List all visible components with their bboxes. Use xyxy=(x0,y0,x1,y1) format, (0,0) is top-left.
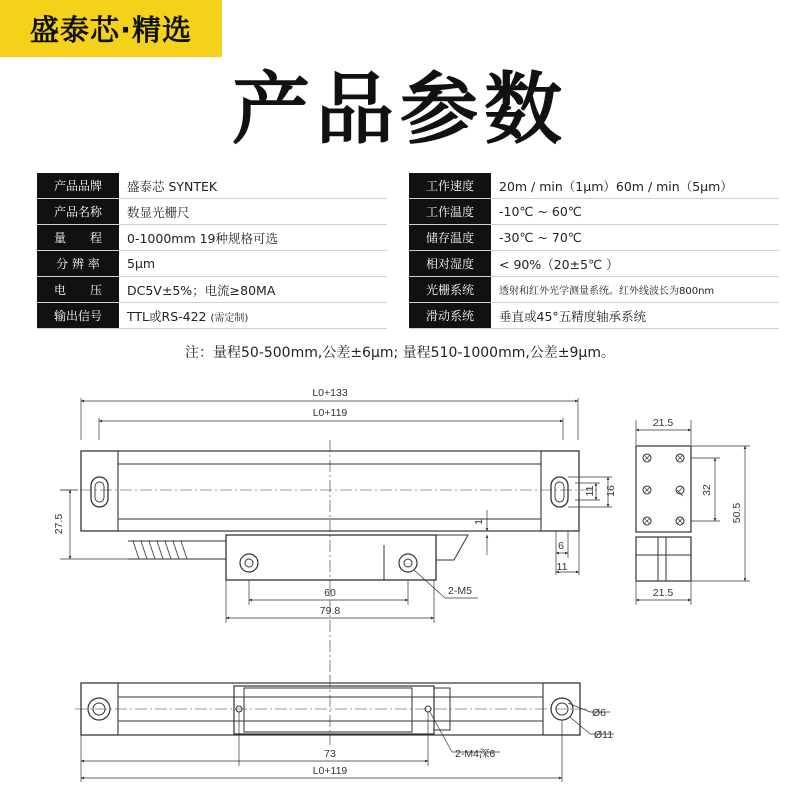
dim-thread-m4: 2-M4深6 xyxy=(455,748,496,760)
spec-key: 光栅系统 xyxy=(409,277,491,303)
dim-reader-79-8: 79.8 xyxy=(319,605,341,617)
spec-key: 产品品牌 xyxy=(37,173,119,199)
spec-key: 输出信号 xyxy=(37,303,119,329)
dim-side-height-50-5: 50.5 xyxy=(731,502,743,524)
spec-key: 电 压 xyxy=(37,277,119,303)
tolerance-note: 注：量程50-500mm,公差±6μm; 量程510-1000mm,公差±9μm。 xyxy=(185,345,615,361)
spec-key: 分 辨 率 xyxy=(37,251,119,277)
spec-value: -10℃ ~ 60℃ xyxy=(491,199,779,225)
spec-value: 20m / min（1μm）60m / min（5μm） xyxy=(491,173,779,199)
spec-key: 工作速度 xyxy=(409,173,491,199)
spec-value: DC5V±5%；电流≥80MA xyxy=(119,277,387,303)
spec-key: 储存温度 xyxy=(409,225,491,251)
spec-value: 5μm xyxy=(119,251,387,277)
page-title: 产品参数 xyxy=(231,65,568,155)
spec-value: 0-1000mm 19种规格可选 xyxy=(119,225,387,251)
spec-value: 盛泰芯 SYNTEK xyxy=(119,173,387,199)
dim-front-total: L0+133 xyxy=(312,387,348,399)
dim-hole-11: Ø11 xyxy=(594,729,614,741)
spec-key: 相对湿度 xyxy=(409,251,491,277)
spec-value-text: TTL或RS-422 xyxy=(127,308,207,324)
dim-slot-16: 16 xyxy=(605,485,617,497)
spec-key: 滑动系统 xyxy=(409,303,491,329)
dim-reader-60: 60 xyxy=(324,587,336,599)
dim-top-total: L0+119 xyxy=(312,765,348,777)
spec-value: 透射和红外光学测量系统。红外线波长为800nm xyxy=(491,277,779,303)
spec-value: -30℃ ~ 70℃ xyxy=(491,225,779,251)
dim-front-inner: L0+119 xyxy=(312,407,348,419)
dim-hole-6: Ø6 xyxy=(592,707,607,719)
dim-side-width-bottom: 21.5 xyxy=(652,587,674,599)
spec-value: < 90%（20±5℃ ） xyxy=(491,251,779,277)
dim-side-height-32: 32 xyxy=(701,484,713,496)
spec-key: 产品名称 xyxy=(37,199,119,225)
dim-end-11: 11 xyxy=(556,561,568,573)
spec-key: 工作温度 xyxy=(409,199,491,225)
spec-key: 量 程 xyxy=(37,225,119,251)
dim-top-73: 73 xyxy=(324,748,336,760)
dim-thread-m5: 2-M5 xyxy=(448,585,472,597)
dim-height-27-5: 27.5 xyxy=(53,513,65,535)
dim-gap-1: 1 xyxy=(473,519,485,525)
dim-slot-11: 11 xyxy=(584,485,596,497)
spec-value: 数显光栅尺 xyxy=(119,199,387,225)
brand-name: 盛泰芯·精选 xyxy=(29,13,193,47)
spec-value: 垂直或45°五精度轴承系统 xyxy=(491,303,779,329)
spec-value-note: (需定制) xyxy=(210,312,249,324)
front-view xyxy=(60,398,612,680)
dim-side-width-top: 21.5 xyxy=(652,417,674,429)
dim-end-6: 6 xyxy=(558,540,564,552)
